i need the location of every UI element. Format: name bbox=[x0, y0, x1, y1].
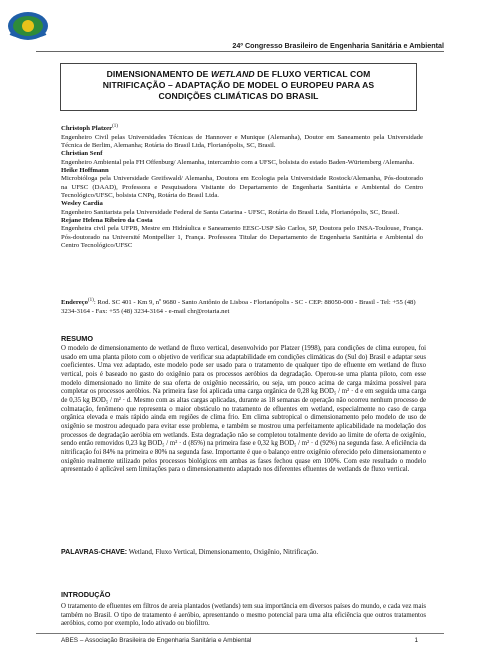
keywords bbox=[61, 548, 426, 556]
title-line1-end: DE FLUXO VERTICAL COM bbox=[254, 69, 371, 79]
resumo-heading: RESUMO bbox=[61, 334, 94, 343]
author-name: Heike Hoffmann bbox=[61, 166, 109, 174]
page-number: 1 bbox=[414, 637, 418, 644]
abes-logo-icon bbox=[6, 6, 50, 46]
keywords-label: PALAVRAS-CHAVE: bbox=[61, 549, 128, 556]
authors-block bbox=[61, 123, 423, 250]
title-line1-start: DIMENSIONAMENTO DE bbox=[106, 69, 212, 79]
author-entry bbox=[61, 123, 423, 134]
intro-text: O tratamento de efluentes em filtros de areia plantados (wetlands) tem sua importância em diversos países do mundo, e cada vez mais também no Brasil. O tipo de tratamento é aeróbio, apresentando o mesmo potencial para uma alta eficiência que outros tratamentos aeróbios, como por exemplo, lodo ativado ou biofiltro. bbox=[61, 603, 426, 628]
address-text: : Rod. SC 401 - Km 9, nº 9680 - Santo Antônio de Lisboa - Florianópolis - SC - CEP: 88050-000 - Brasil - Tel: +55 (48) 3234-3164 - Fax: +55 (48) 3234-3164 - e-mail chr@rotaria.net bbox=[61, 299, 416, 316]
author-bio: Engenheiro Civil pelas Universidades Técnicas de Hannover e Munique (Alemanha), Doutor em Saneamento pela Universidade Técnica de Berlim, Alemanha; Rotária do Brasil Ltda, Florianópolis, SC, Brasil. bbox=[61, 133, 423, 149]
address-label: Endereço bbox=[61, 299, 88, 307]
author-bio: Microbióloga pela Universidade Greifswald/ Alemanha, Doutora em Ecologia pela Universidade Rostock/Alemanha, Pós-doutorado na UFSC (DAAD), Professora e Pesquisadora Visitante do Departamento de Engenharia Sanitária e Ambiental do Centro Tecnológico/UFSC, bolsista CNPq, Rotária do Brasil Ltda. bbox=[61, 175, 423, 199]
author-name: Christoph Platzer bbox=[61, 125, 113, 133]
address-footnote-marker: (1) bbox=[88, 298, 94, 303]
conference-header: 24º Congresso Brasileiro de Engenharia Sanitária e Ambiental bbox=[232, 41, 444, 50]
contact-address bbox=[61, 296, 426, 316]
author-name: Wesley Cardia bbox=[61, 200, 103, 208]
author-name: Christian Senf bbox=[61, 150, 103, 158]
resumo-text: O modelo de dimensionamento de wetland de fluxo vertical, desenvolvido por Platzer (1998), para condições de clima europeu, foi usado em uma planta piloto com o objetivo de verificar sua adaptabilidade em condições climáticas do (Sul do) Brasil e adaptar seus coeficientes. Uma vez adaptado, este modelo pode ser usado para o tratamento de qualquer tipo de efluente em wetland de fluxo vertical, pois é baseado no gasto do oxigênio para os processos aeróbios da degradação. Operou-se uma planta piloto, com esse modelo dimensionado no limite de sua oferta de oxigênio necessário, ou seja, um pouco acima de carga máxima possível para completar os processos aeróbios. Na primeira fase foi aplicada uma carga orgânica de 0,28 kg BOD₅ / m² · d e em seguida uma carga de 0,35 kg BOD₅ / m² · d. Mesmo com as altas cargas aplicadas, durante as 18 semanas de operação não ocorreu nenhum processo de colmatação, fenômeno que representa o maior obstáculo no tratamento de efluentes em wetland, especialmente no caso de carga orgânica elevada e mais rápido ainda em regiões de clima frio. Em clima subtropical o dimensionamento pelo modelo de uso de oxigênio se mostrou adequado para evitar esse problema, e também se mostrou uma perfeitamente aplicabilidade na modelação dos processos de degradação aeróbia em wetlands. Esta degradação não se completou totalmente devido ao limite de oferta de oxigênio, sendo então removidos 0,23 kg BOD₅ / m² · d (85%) na primeira fase e 0,32 kg BOD₅ / m² · d (92%) na segunda fase. A eficiência da nitrificação foi 84% na primeira e 80% na segunda fase. Importante é que o balanço entre oxigênio oferecido pelo dimensionamento e oxigênio realmente utilizado pelos processos biológicos em ambas as fases fechou quase em 100%. Com este resultado o modelo apresentado é aplicável sem limitações para o dimensionamento adaptado nos diferentes efluentes de wetlands de fluxo vertical. bbox=[61, 345, 426, 474]
paper-title bbox=[60, 63, 417, 111]
title-line3: CONDIÇÕES CLIMÁTICAS DO BRASIL bbox=[158, 91, 319, 101]
footer-divider bbox=[36, 633, 444, 634]
intro-heading: INTRODUÇÃO bbox=[61, 590, 111, 599]
header-divider bbox=[36, 51, 444, 52]
author-bio: Engenheiro Sanitarista pela Universidade Federal de Santa Catarina - UFSC, Rotária do Brasil Ltda, Florianópolis, SC, Brasil. bbox=[61, 208, 400, 216]
author-bio: Engenheira civil pela UFPB, Mestre em Hidráulica e Saneamento EESC-USP São Carlos, SP, Doutora pelo INSA-Toulouse, França. Pós-doutorado na Université Montpellier 1, França. Professora Titular do Departamento de Engenharia Sanitária e Ambiental do Centro Tecnológico/UFSC bbox=[61, 225, 423, 250]
author-bio: Engenheiro Ambiental pela FH Offenburg/ Alemanha, intercambio com a UFSC, bolsista do estado Baden-Würtemberg /Alemanha. bbox=[61, 158, 415, 166]
author-name: Rejane Helena Ribeiro da Costa bbox=[61, 217, 153, 225]
title-italic-word: WETLAND bbox=[211, 69, 255, 79]
footer-organization: ABES – Associação Brasileira de Engenharia Sanitária e Ambiental bbox=[61, 637, 252, 644]
author-footnote-marker: (1) bbox=[112, 124, 118, 129]
keywords-text: Wetland, Fluxo Vertical, Dimensionamento, Oxigênio, Nitrificação. bbox=[127, 548, 319, 556]
title-line2: NITRIFICAÇÃO – ADAPTAÇÃO DE MODEL O EUROPEU PARA AS bbox=[102, 80, 375, 90]
